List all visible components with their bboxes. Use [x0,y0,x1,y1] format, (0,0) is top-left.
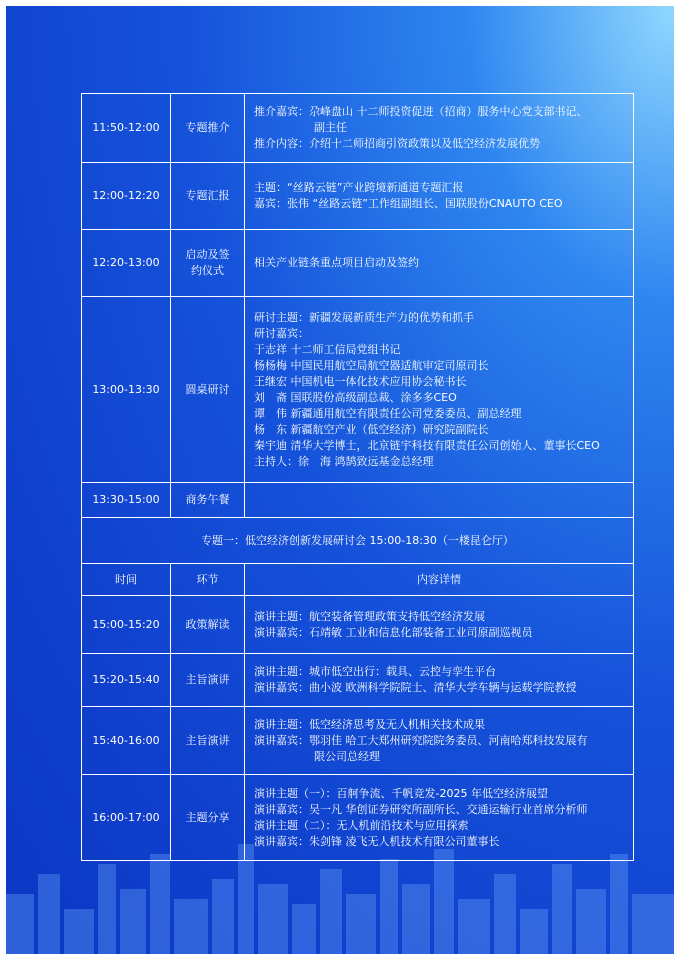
segment-label: 启动及签 [185,248,230,261]
content-line: 于志祥 十二师工信局党组书记 [254,342,401,356]
content-line: 杨杨梅 中国民用航空局航空器适航审定司原司长 [254,358,489,372]
agenda-row [82,163,634,230]
segment-cell [171,775,245,861]
header-segment: 环节 [171,564,245,596]
content-line: 王继宏 中国机电一体化技术应用协会秘书长 [254,374,467,388]
segment-cell [171,596,245,654]
content-line: 限公司总经理 [314,749,380,763]
content-line: 研讨嘉宾： [254,326,309,340]
content-cell [245,483,634,518]
segment-cell [171,230,245,297]
content-line: 谭 伟 新疆通用航空有限责任公司党委委员、副总经理 [254,406,522,420]
segment-label: 主旨演讲 [185,673,230,686]
content-line: 演讲嘉宾：曲小波 欧洲科学院院士、清华大学车辆与运载学院教授 [254,681,577,694]
segment-label: 主题分享 [185,810,230,824]
segment-cell [171,654,245,707]
content-line: 演讲嘉宾：吴一凡 华创证券研究所副所长、交通运输行业首席分析师 [254,802,588,816]
time-cell: 12:20-13:00 [82,230,171,297]
content-line: 推介内容：介绍十二师招商引资政策以及低空经济发展优势 [254,137,540,150]
content-line: 主题：“丝路云链”产业跨境新通道专题汇报 [254,181,464,194]
time-cell: 15:20-15:40 [82,654,171,707]
content-line: 演讲主题（二）：无人机前沿技术与应用探索 [254,818,469,832]
time-cell: 15:40-16:00 [82,707,171,775]
content-line: 嘉宾：张伟 “丝路云链”工作组副组长、国联股份CNAUTO CEO [254,197,563,210]
segment-label: 约仪式 [191,264,224,277]
agenda-row [82,483,634,518]
content-line: 演讲主题：航空装备管理政策支持低空经济发展 [254,609,485,623]
content-cell [245,163,634,230]
content-cell [245,94,634,163]
content-cell [245,775,634,861]
agenda-row [82,654,634,707]
segment-cell [171,483,245,518]
segment-cell [171,163,245,230]
content-line: 演讲嘉宾：石靖敏 工业和信息化部装备工业司原副巡视员 [254,625,533,639]
content-cell [245,230,634,297]
segment-cell [171,297,245,483]
segment-cell [171,707,245,775]
content-cell [245,654,634,707]
content-line: 演讲主题：低空经济思考及无人机相关技术成果 [254,717,485,731]
poster-background [6,6,674,954]
table-header-row [82,564,634,596]
content-line: 副主任 [314,121,347,134]
content-line: 主持人：徐 海 鸿鹄致远基金总经理 [254,454,434,468]
time-cell: 12:00-12:20 [82,163,171,230]
agenda-row [82,596,634,654]
content-line: 相关产业链条重点项目启动及签约 [254,256,419,269]
content-cell [245,297,634,483]
time-cell: 13:00-13:30 [82,297,171,483]
content-line: 研讨主题：新疆发展新质生产力的优势和抓手 [254,310,474,324]
header-content: 内容详情 [245,564,634,596]
segment-cell [171,94,245,163]
time-cell: 13:30-15:00 [82,483,171,518]
time-cell: 15:00-15:20 [82,596,171,654]
agenda-row [82,775,634,861]
content-line: 秦宇迪 清华大学博士，北京链宇科技有限责任公司创始人、董事长CEO [254,438,600,452]
segment-label: 主旨演讲 [185,733,230,747]
session-banner-row [82,518,634,564]
header-time: 时间 [82,564,171,596]
content-cell [245,707,634,775]
time-cell: 16:00-17:00 [82,775,171,861]
segment-label: 圆桌研讨 [185,382,230,396]
time-cell: 11:50-12:00 [82,94,171,163]
segment-label: 商务午餐 [185,493,230,506]
agenda-row [82,230,634,297]
content-line: 推介嘉宾：尕峰盘山 十二师投资促进（招商）服务中心党支部书记、 [254,105,588,118]
content-cell [245,596,634,654]
content-line: 演讲主题（一）：百舸争流、千帆竞发-2025 年低空经济展望 [254,786,548,800]
content-line: 杨 东 新疆航空产业（低空经济）研究院副院长 [254,422,489,436]
agenda-table [81,93,634,861]
segment-label: 专题汇报 [185,189,230,202]
agenda-row [82,707,634,775]
content-line: 刘 斋 国联股份高级副总裁、涂多多CEO [254,390,457,404]
content-line: 演讲嘉宾：朱剑锋 凌飞无人机技术有限公司董事长 [254,834,500,848]
agenda-row [82,94,634,163]
segment-label: 政策解读 [185,617,230,631]
content-line: 演讲主题：城市低空出行：载具、云控与孪生平台 [254,665,496,678]
agenda-row [82,297,634,483]
content-line: 演讲嘉宾：鄂羽佳 哈工大郑州研究院院务委员、河南哈郑科技发展有 [254,733,588,747]
session-banner-title: 专题一：低空经济创新发展研讨会 15:00-18:30（一楼昆仑厅） [82,518,634,564]
segment-label: 专题推介 [185,121,230,134]
